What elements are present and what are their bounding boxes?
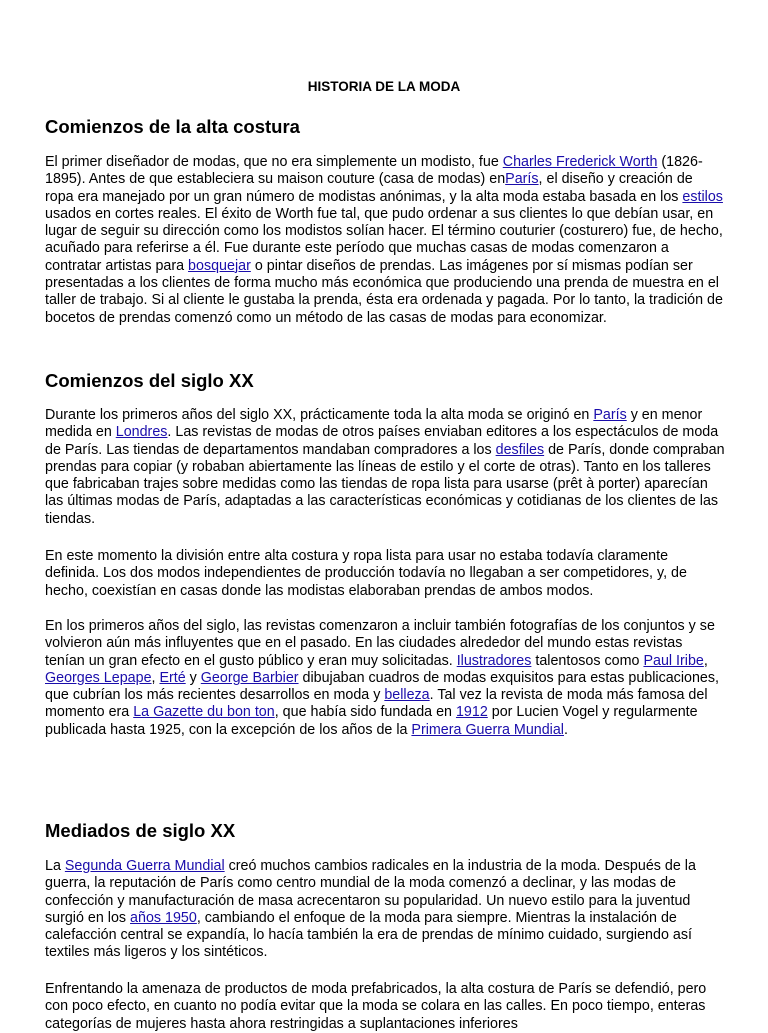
link-primera-guerra-mundial[interactable]: Primera Guerra Mundial xyxy=(411,721,564,738)
link-segunda-guerra-mundial[interactable]: Segunda Guerra Mundial xyxy=(64,858,225,874)
link-bosquejar[interactable]: bosquejar xyxy=(188,257,251,274)
paragraph-siglo-xx-2: En este momento la división entre alta costura y ropa lista para usar no estaba todavía claramente definida. Los dos modos independientes de producción todavía no llegaban a ser competidores, y, de hecho, coexistían en casas donde las modistas elaboraban prendas de ambos modos. xyxy=(45,548,687,599)
link-george-barbier[interactable]: George Barbier xyxy=(200,669,299,686)
section-heading-comienzos-siglo-xx: Comienzos del siglo XX xyxy=(45,370,254,391)
paragraph-siglo-xx-1: Durante los primeros años del siglo XX, prácticamente toda la alta moda se originó en París y en menor medida en Londres. Las revistas de modas de otros países enviaban editores a los espectáculos de moda de París. Las tiendas de departamentos mandaban compradores a los desfiles de París, donde compraban prendas para copiar (y robaban abiertamente las líneas de estilo y el corte de otras). Tanto en los talleres que fabricaban trajes sobre medidas como las tiendas de ropa lista para usarse (prêt à porter) aparecían las últimas modas de París, adaptadas a las características económicas y cotidianas de los clientes de las tiendas. xyxy=(45,407,725,527)
link-paris[interactable]: París xyxy=(593,407,627,423)
link-paul-iribe[interactable]: Paul Iribe xyxy=(643,652,704,669)
link-estilos[interactable]: estilos xyxy=(682,188,723,205)
link-anos-1950[interactable]: años 1950 xyxy=(130,909,197,926)
paragraph-siglo-xx-3: En los primeros años del siglo, las revistas comenzaron a incluir también fotografías de los conjuntos y se volvieron aún más influyentes que en el pasado. En las ciudades alrededor del mundo estas revistas tenían un gran efecto en el gusto público y eran muy solicitadas. Ilustradores talentosos como Paul Iribe, Georges Lepape, Erté y George Barbier dibujaban cuadros de modas exquisitos para estas publicaciones, que cubrían los más recientes desarrollos en moda y belleza. Tal vez la revista de moda más famosa del momento era La Gazette du bon ton, que había sido fundada en 1912 por Lucien Vogel y regularmente publicada hasta 1925, con la excepción de los años de la Primera Guerra Mundial. xyxy=(45,618,719,738)
link-la-gazette-du-bon-ton[interactable]: La Gazette du bon ton xyxy=(133,704,275,721)
paragraph-alta-costura: El primer diseñador de modas, que no era simplemente un modisto, fue Charles Frederick Worth (1826-1895). Antes de que estableciera su maison couture (casa de modas) enParís, el diseño y creación de ropa era manejado por un gran número de modistas anónimas, y la alta moda estaba basada en los estilos usados en cortes reales. El éxito de Worth fue tal, que pudo ordenar a sus clientes lo que debían usar, en lugar de seguir su dirección como los modistos solían hacer. El término couturier (costurero) fue, de hecho, acuñado para referirse a él. Fue durante este período que muchas casas de modas comenzaron a contratar artistas para bosquejar o pintar diseños de prendas. Las imágenes por sí mismas podían ser presentadas a los clientes de forma mucho más económica que produciendo una prenda de muestra en el taller de trabajo. Si al cliente le gustaba la prenda, ésta era ordenada y pagada. Por lo tanto, la tradición de bocetos de prendas comenzó como un método de las casas de modas para economizar. xyxy=(45,154,723,326)
paragraph-mediados-2: Enfrentando la amenaza de productos de moda prefabricados, la alta costura de París se defendió, pero con poco efecto, en cuanto no podía evitar que la moda se colara en las calles. En poco tiempo, enteras categorías de mujeres hasta ahora restringidas a suplantaciones inferiores xyxy=(45,981,707,1032)
section-heading-mediados-siglo-xx: Mediados de siglo XX xyxy=(45,820,236,841)
link-1912[interactable]: 1912 xyxy=(455,704,488,721)
section-heading-comienzos-alta-costura: Comienzos de la alta costura xyxy=(45,116,300,137)
link-paris[interactable]: París xyxy=(505,171,539,188)
link-charles-frederick-worth[interactable]: Charles Frederick Worth xyxy=(502,154,658,170)
link-ilustradores[interactable]: Ilustradores xyxy=(456,652,532,669)
link-georges-lepape[interactable]: Georges Lepape xyxy=(45,669,152,686)
paragraph-mediados-1: La Segunda Guerra Mundial creó muchos cambios radicales en la industria de la moda. Después de la guerra, la reputación de París como centro mundial de la moda comenzó a declinar, y las modas de confección y manufacturación de masa acrecentaron su popularidad. Un nuevo estilo para la juventud surgió en los años 1950, cambiando el enfoque de la moda para siempre. Mientras la instalación de calefacción central se expandía, lo hacía también la era de prendas de mínimo cuidado, surgiendo así textiles más ligeros y los sintéticos. xyxy=(45,858,696,961)
link-desfiles[interactable]: desfiles xyxy=(495,441,545,458)
document-title: HISTORIA DE LA MODA xyxy=(307,79,461,94)
link-londres[interactable]: Londres xyxy=(115,424,168,441)
link-belleza[interactable]: belleza xyxy=(384,687,430,704)
link-erte[interactable]: Erté xyxy=(159,669,186,686)
